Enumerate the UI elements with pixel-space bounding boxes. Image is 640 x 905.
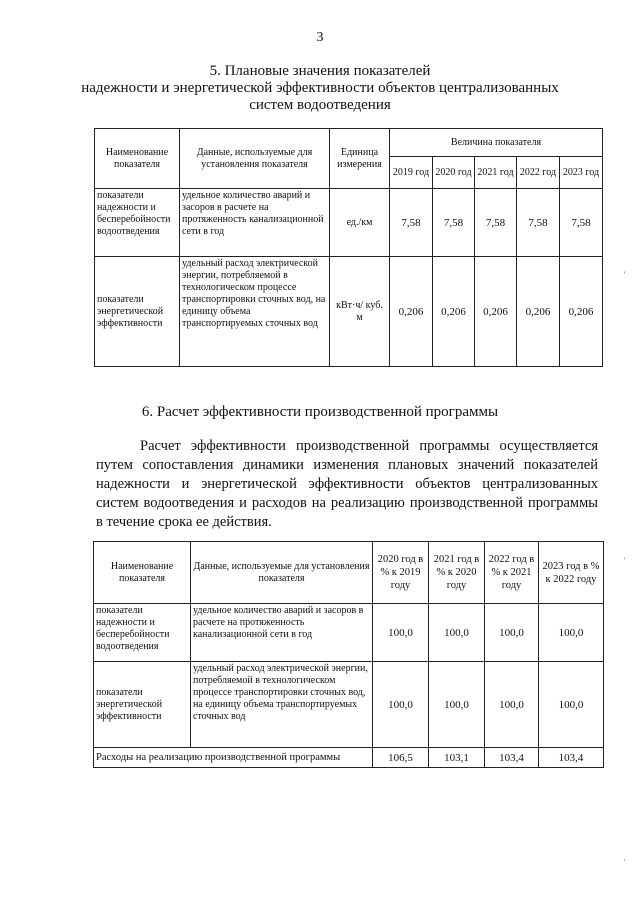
- row-value: 0,206: [517, 257, 560, 367]
- row-value: 100,0: [485, 604, 539, 662]
- section5-title-line2: надежности и энергетической эффективности объектов централизованных: [81, 80, 559, 96]
- header-year: 2023 год: [560, 157, 603, 189]
- row-value: 7,58: [517, 189, 560, 257]
- header-data: Данные, используемые для установления показателя: [180, 129, 330, 189]
- header-period: 2020 год в % к 2019 году: [373, 542, 429, 604]
- table-row: [95, 189, 603, 257]
- header-value: Величина показателя: [390, 129, 603, 157]
- planned-indicators-table: [94, 128, 603, 367]
- table-row: [95, 257, 603, 367]
- row-value: 100,0: [429, 604, 485, 662]
- section5-title-line1: 5. Плановые значения показателей: [209, 63, 431, 79]
- row-value: 100,0: [373, 604, 429, 662]
- efficiency-table: [93, 541, 604, 768]
- total-value: 103,1: [429, 748, 485, 768]
- total-value: 103,4: [485, 748, 539, 768]
- paragraph-text: Расчет эффективности производственной программы осуществляется путем сопоставления динамики изменения плановых значений показателей надежности и энергетической эффективности объектов централизованных систем водоотведения и расходов на реализацию производственной программы в течение срока ее действия.: [96, 438, 598, 530]
- row-data: удельное количество аварий и засоров в расчете на протяженность канализационной сети в год: [191, 604, 373, 662]
- scan-speck: ': [624, 858, 626, 867]
- header-year: 2020 год: [433, 157, 475, 189]
- header-name: Наименование показателя: [94, 542, 191, 604]
- total-label: Расходы на реализацию производственной программы: [94, 748, 373, 768]
- scan-speck: ': [624, 270, 626, 279]
- row-value: 100,0: [539, 604, 604, 662]
- section6-title: 6. Расчет эффективности производственной программы: [141, 404, 499, 420]
- header-year: 2022 год: [517, 157, 560, 189]
- row-value: 100,0: [373, 662, 429, 748]
- page-number: 3: [316, 30, 324, 45]
- row-data: удельный расход электрической энергии, потребляемой в технологическом процессе транспортировки сточных вод, на единицу объема транспортируемых сточных вод: [191, 662, 373, 748]
- row-value: 100,0: [429, 662, 485, 748]
- header-unit: Единица измерения: [330, 129, 390, 189]
- section6-paragraph: [96, 437, 598, 532]
- row-unit: ед./км: [330, 189, 390, 257]
- row-value: 7,58: [390, 189, 433, 257]
- row-name: показатели энергетической эффективности: [94, 662, 191, 748]
- scan-speck: ': [624, 556, 626, 565]
- row-name: показатели энергетической эффективности: [95, 257, 180, 367]
- row-unit: кВт·ч/ куб. м: [330, 257, 390, 367]
- header-period: 2021 год в % к 2020 году: [429, 542, 485, 604]
- row-data: удельный расход электрической энергии, потребляемой в технологическом процессе транспортировки сточных вод, на единицу объема транспортируемых сточных вод: [180, 257, 330, 367]
- header-period: 2022 год в % к 2021 году: [485, 542, 539, 604]
- table-row: [94, 662, 604, 748]
- total-value: 103,4: [539, 748, 604, 768]
- header-name: Наименование показателя: [95, 129, 180, 189]
- header-period: 2023 год в % к 2022 году: [539, 542, 604, 604]
- table-row-total: [94, 748, 604, 768]
- row-value: 0,206: [475, 257, 517, 367]
- header-data: Данные, используемые для установления показателя: [191, 542, 373, 604]
- row-value: 0,206: [390, 257, 433, 367]
- row-value: 7,58: [433, 189, 475, 257]
- row-value: 7,58: [560, 189, 603, 257]
- row-name: показатели надежности и бесперебойности водоотведения: [94, 604, 191, 662]
- table-row: [94, 604, 604, 662]
- header-year: 2021 год: [475, 157, 517, 189]
- row-value: 100,0: [539, 662, 604, 748]
- total-value: 106,5: [373, 748, 429, 768]
- row-value: 0,206: [560, 257, 603, 367]
- row-data: удельное количество аварий и засоров в расчете на протяженность канализационной сети в год: [180, 189, 330, 257]
- header-year: 2019 год: [390, 157, 433, 189]
- section5-title-line3: систем водоотведения: [249, 97, 391, 113]
- row-value: 0,206: [433, 257, 475, 367]
- row-value: 100,0: [485, 662, 539, 748]
- row-value: 7,58: [475, 189, 517, 257]
- row-name: показатели надежности и бесперебойности водоотведения: [95, 189, 180, 257]
